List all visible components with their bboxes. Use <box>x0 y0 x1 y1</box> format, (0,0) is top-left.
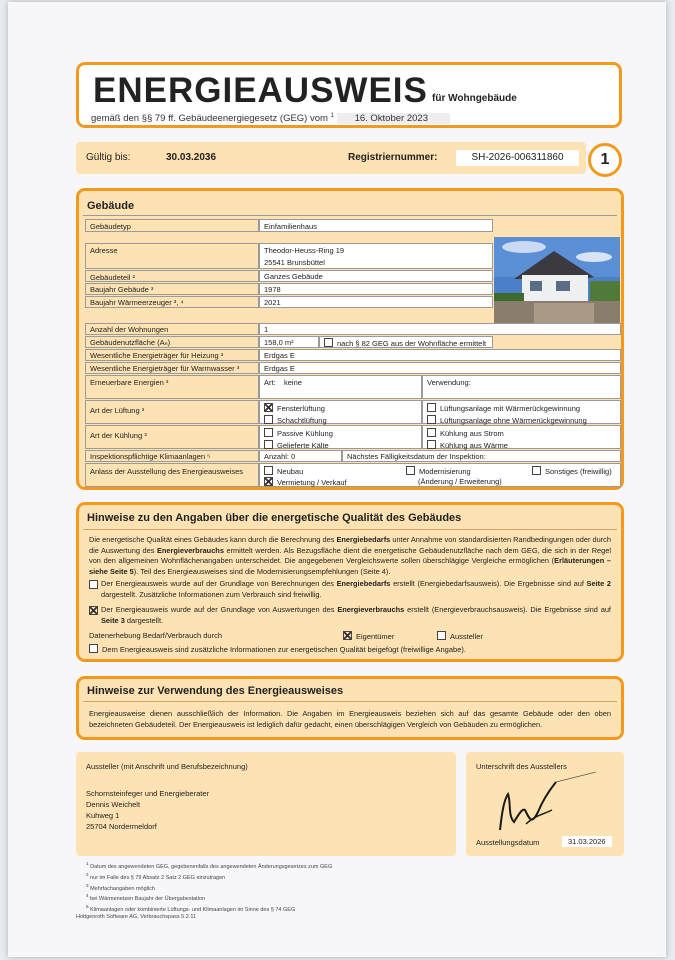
issuer-label: Aussteller (mit Anschrift und Berufsbezeichnung) <box>86 762 248 771</box>
building-section <box>76 188 624 490</box>
cooling-heat-checkbox[interactable] <box>427 440 436 449</box>
value-address: Theodor-Heuss-Ring 19 25541 Brunsbüttel <box>259 243 493 269</box>
label-cooling: Art der Kühlung ³ <box>85 425 259 449</box>
ventilation-norecovery-checkbox[interactable] <box>427 415 436 424</box>
label-ventilation: Art der Lüftung ³ <box>85 400 259 424</box>
extra-info: Dem Energieausweis sind zusätzliche Informationen zur energetischen Qualität beigefügt (freiwillige Angabe). <box>89 644 466 654</box>
value-inspection-due: Nächstes Fälligkeitsdatum der Inspektion: <box>342 450 621 462</box>
footnotes: $^1$ Datum des angewendeten GEG, gegebenenfalls des angewendeten Änderungsgesetzes zum GEG $^2$ nur im Falle des § 79 Absatz 2 Satz 2 GEG einzutragen $^3$ Mehrfachangaben möglich $^4$ bei Wärmenetzen Baujahr der Übergabestation $^5$ Klimaanlagen oder kombinierte Lüftungs- und Klimaanlagen im Sinne des § 74 GEG <box>86 861 333 914</box>
registration-label: Registriernummer: <box>348 152 438 163</box>
handwritten-signature <box>486 772 606 842</box>
ventilation-window-checkbox[interactable] <box>264 403 273 412</box>
issue-date: 31.03.2026 <box>562 836 612 847</box>
software-credit: Hottgenroth Software AG, Verbrauchspass 5.2.11 <box>76 914 197 920</box>
label-units: Anzahl der Wohnungen <box>85 323 259 335</box>
ventilation-options-right: Lüftungsanlage mit Wärmerückgewinnung Lüftungsanlage ohne Wärmerückgewinnung <box>422 400 621 424</box>
document-subtitle: für Wohngebäude <box>432 93 517 104</box>
value-renewable-use: Verwendung: <box>422 375 621 399</box>
house-photo <box>494 237 620 323</box>
issuer-address: Schornsteinfeger und Energieberater Dennis Weichelt Kuhweg 1 25704 Nordermeldorf <box>86 789 209 831</box>
demand-certificate-checkbox[interactable] <box>89 580 98 589</box>
label-inspection: Inspektionspflichtige Klimaanlagen ⁵ <box>85 450 259 462</box>
valid-until-label: Gültig bis: <box>86 152 131 163</box>
occasion-modernisation-checkbox[interactable] <box>406 466 415 475</box>
value-year-built: 1978 <box>259 283 493 295</box>
usage-text: Energieausweise dienen ausschließlich der Information. Die Angaben im Energieausweis beziehen sich auf das gesamte Gebäude oder den oben bezeichneten Gebäudeteil. Der Energieausweis ist lediglich dafür gedacht, einen überschlägigen Vergleich von Gebäuden zu ermöglichen. <box>89 709 611 729</box>
value-units: 1 <box>259 323 621 335</box>
page-number-badge: 1 <box>588 143 622 177</box>
notes-title: Hinweise zu den Angaben über die energetische Qualität des Gebäudes <box>87 512 462 524</box>
occasion-change-note: (Änderung / Erweiterung) <box>418 477 502 486</box>
occasion-other-checkbox[interactable] <box>532 466 541 475</box>
registration-number: SH-2026-006311860 <box>456 150 579 166</box>
floor-area-checkbox[interactable] <box>324 338 333 347</box>
occasion-rent-sale-checkbox[interactable] <box>264 477 273 486</box>
valid-until-date: 30.03.2036 <box>166 152 217 163</box>
notes-section <box>76 502 624 662</box>
occasion-options: Neubau Modernisierung Sonstiges (freiwillig) Vermietung / Verkauf (Änderung / Erweiterung) <box>259 463 621 487</box>
label-year-built: Baujahr Gebäude ³ <box>85 283 259 295</box>
label-building-part: Gebäudeteil ² <box>85 270 259 282</box>
signature-box <box>466 752 624 856</box>
value-renewable: Art: keine <box>259 375 422 399</box>
survey-owner-checkbox[interactable] <box>343 631 352 640</box>
label-building-type: Gebäudetyp <box>85 219 259 232</box>
survey-issuer-checkbox[interactable] <box>437 631 446 640</box>
cooling-options-right: Kühlung aus Strom Kühlung aus Wärme <box>422 425 621 449</box>
label-address: Adresse <box>85 243 259 269</box>
label-heater-year: Baujahr Wärmeerzeuger ³, ⁴ <box>85 296 259 308</box>
label-occasion: Anlass der Ausstellung des Energieausweises <box>85 463 259 487</box>
label-heating-carrier: Wesentliche Energieträger für Heizung ³ <box>85 349 259 361</box>
value-building-part: Ganzes Gebäude <box>259 270 493 282</box>
cooling-delivered-checkbox[interactable] <box>264 440 273 449</box>
label-floor-area: Gebäudenutzfläche (Aₙ) <box>85 336 259 348</box>
certificate-page <box>8 2 666 957</box>
value-building-type: Einfamilienhaus <box>259 219 493 232</box>
notes-option-consumption: Der Energieausweis wurde auf der Grundlage von Auswertungen des Energieverbrauchs erstellt (Energieverbrauchsausweis). Die Ergebnisse sind auf Seite 3 dargestellt. <box>89 605 611 626</box>
occasion-new-checkbox[interactable] <box>264 466 273 475</box>
survey-owner: Eigentümer <box>343 631 394 641</box>
extra-info-checkbox[interactable] <box>89 644 98 653</box>
usage-section <box>76 676 624 740</box>
cooling-options-left: Passive Kühlung Gelieferte Kälte <box>259 425 422 449</box>
label-renewable: Erneuerbare Energien ³ <box>85 375 259 399</box>
law-reference: gemäß den §§ 79 ff. Gebäudeenergiegesetz (GEG) vom $^1$ 16. Oktober 2023 <box>91 113 450 124</box>
survey-label: Datenerhebung Bedarf/Verbrauch durch <box>89 631 223 640</box>
value-heater-year: 2021 <box>259 296 493 308</box>
building-section-title: Gebäude <box>87 200 135 212</box>
notes-option-demand: Der Energieausweis wurde auf der Grundlage von Berechnungen des Energiebedarfs erstellt (Energiebedarfsausweis). Die Ergebnisse sind auf Seite 2 dargestellt. Zusätzliche Informationen zum Verbrauch sind freiwillig. <box>89 579 611 600</box>
header-box <box>76 62 622 128</box>
ventilation-options-left: Fensterlüftung Schachtlüftung <box>259 400 422 424</box>
survey-issuer: Aussteller <box>437 631 483 641</box>
usage-title: Hinweise zur Verwendung des Energieausweises <box>87 685 344 697</box>
value-heating-carrier: Erdgas E <box>259 349 621 361</box>
ventilation-recovery-checkbox[interactable] <box>427 403 436 412</box>
signature-label: Unterschrift des Ausstellers <box>476 762 567 771</box>
issuer-box <box>76 752 456 856</box>
notes-paragraph: Die energetische Qualität eines Gebäudes kann durch die Berechnung des Energiebedarfs unter Annahme von standardisierten Randbedingungen oder durch die Auswertung des Energieverbrauchs ermittelt werden. Als Bezugsfläche dient die energetische Gebäudenutzfläche nach dem GEG, die sich in der Regel von den allgemeinen Wohnflächenangaben unterscheidet. Die angegebenen Vergleichswerte sollen überschlägige Vergleiche ermöglichen (Erläuterungen – siehe Seite 5). Teil des Energieausweises sind die Modernisierungsempfehlungen (Seite 4). <box>89 535 612 576</box>
document-title: ENERGIEAUSWEIS <box>93 71 428 110</box>
label-water-carrier: Wesentliche Energieträger für Warmwasser ³ <box>85 362 259 374</box>
cooling-electric-checkbox[interactable] <box>427 428 436 437</box>
floor-area-source: nach § 82 GEG aus der Wohnfläche ermittelt <box>319 336 493 348</box>
value-water-carrier: Erdgas E <box>259 362 621 374</box>
value-floor-area: 158,0 m² <box>259 336 319 348</box>
cooling-passive-checkbox[interactable] <box>264 428 273 437</box>
issue-date-label: Ausstellungsdatum <box>476 838 540 847</box>
value-inspection-count: Anzahl: 0 <box>259 450 342 462</box>
ventilation-shaft-checkbox[interactable] <box>264 415 273 424</box>
consumption-certificate-checkbox[interactable] <box>89 606 98 615</box>
